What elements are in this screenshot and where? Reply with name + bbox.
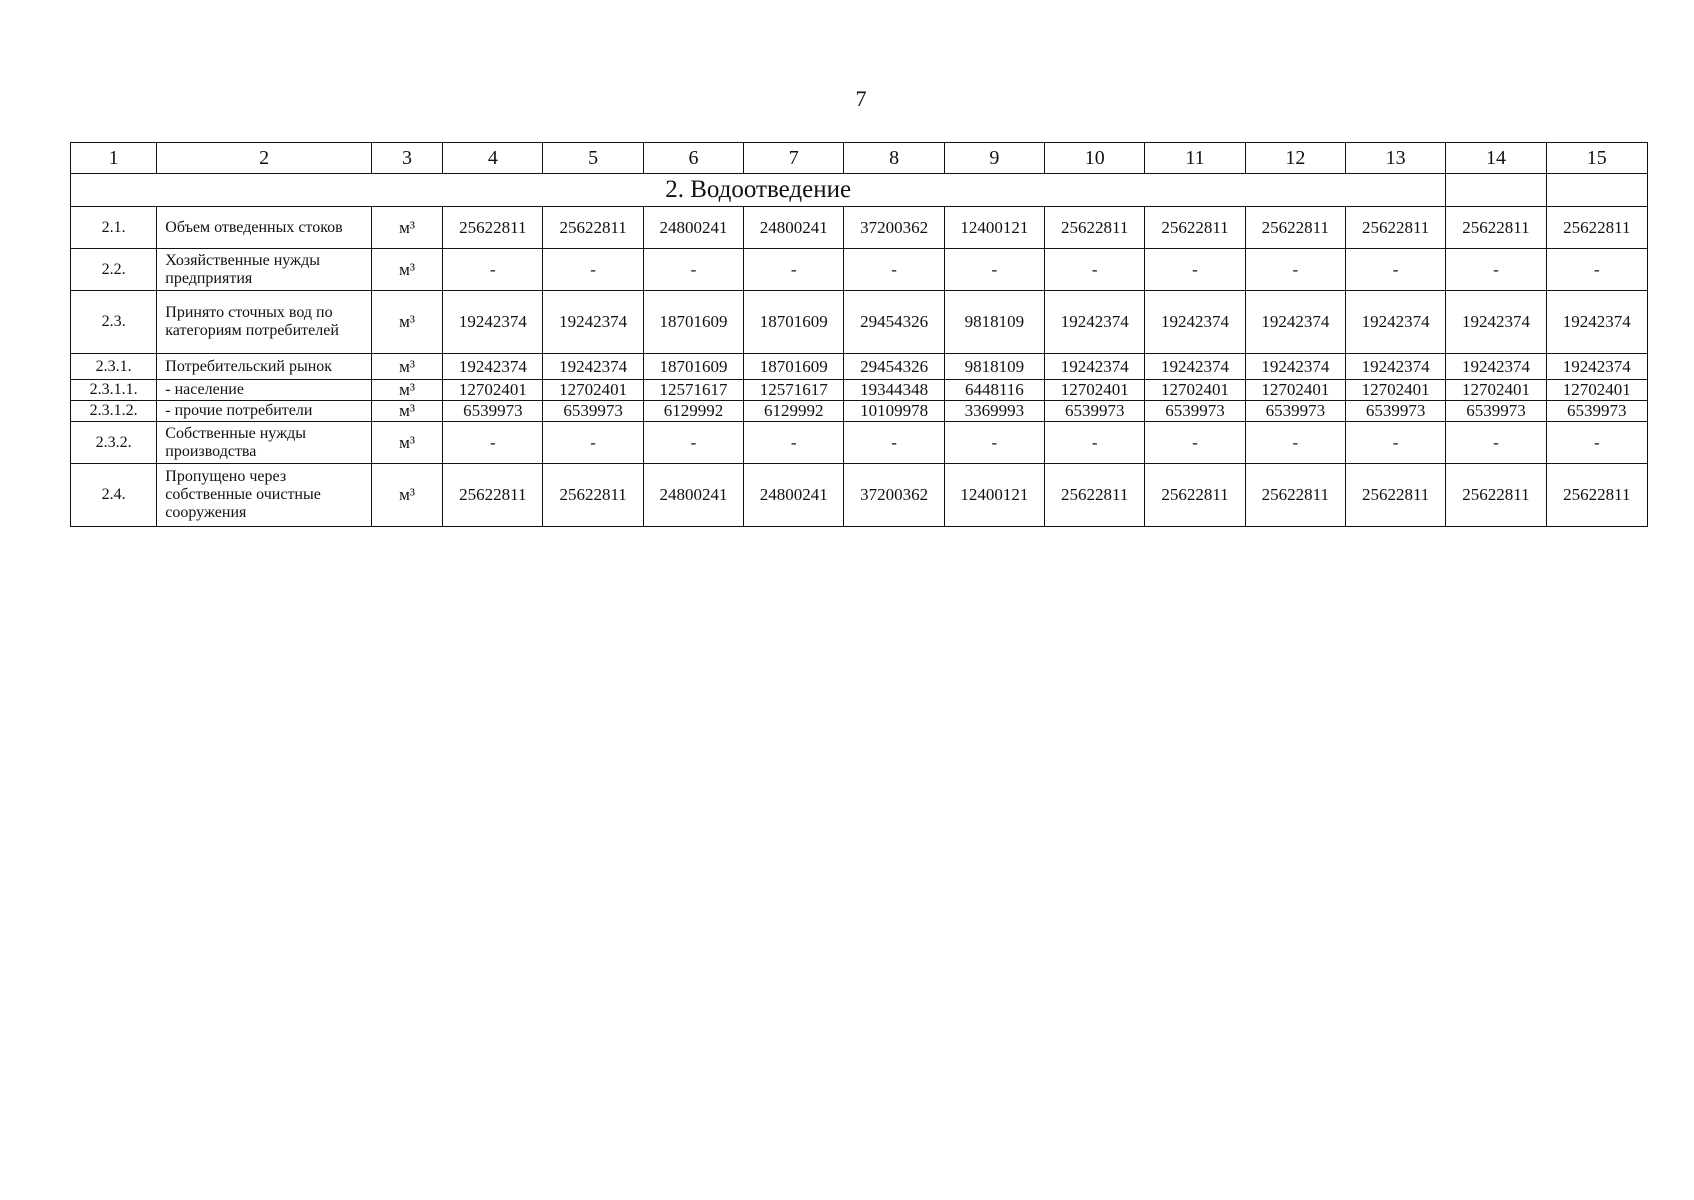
row-value: - [443, 249, 543, 291]
row-unit: м³ [371, 354, 442, 380]
row-code: 2.1. [71, 207, 157, 249]
row-value: 6539973 [1546, 401, 1647, 422]
row-code: 2.4. [71, 464, 157, 527]
row-unit: м³ [371, 401, 442, 422]
row-value: 25622811 [1345, 464, 1445, 527]
column-number-row [71, 143, 1648, 174]
row-value: 19242374 [443, 354, 543, 380]
row-value: - [1345, 249, 1445, 291]
row-value: - [643, 422, 743, 464]
table-row [71, 354, 1648, 380]
row-value: 18701609 [643, 354, 743, 380]
row-value: 6539973 [543, 401, 643, 422]
row-value: - [643, 249, 743, 291]
row-value: 25622811 [543, 207, 643, 249]
row-value: - [1245, 422, 1345, 464]
row-value: - [1446, 422, 1546, 464]
row-value: 25622811 [543, 464, 643, 527]
column-number: 13 [1345, 143, 1445, 174]
column-number: 6 [643, 143, 743, 174]
row-value: 19242374 [1045, 291, 1145, 354]
column-number: 11 [1145, 143, 1245, 174]
row-value: 29454326 [844, 291, 944, 354]
row-value: 9818109 [944, 354, 1044, 380]
empty-cell [1446, 174, 1546, 207]
row-unit: м³ [371, 422, 442, 464]
row-value: 24800241 [643, 464, 743, 527]
row-value: - [1546, 249, 1647, 291]
row-value: 25622811 [1446, 207, 1546, 249]
row-name: Объем отведенных стоков [157, 207, 372, 249]
row-value: 6448116 [944, 380, 1044, 401]
row-value: 25622811 [1546, 464, 1647, 527]
row-value: 12702401 [1145, 380, 1245, 401]
row-value: 25622811 [443, 207, 543, 249]
row-value: 19242374 [1045, 354, 1145, 380]
row-value: - [1345, 422, 1445, 464]
column-number: 14 [1446, 143, 1546, 174]
row-value: - [744, 249, 844, 291]
row-value: 12702401 [543, 380, 643, 401]
row-name: Принято сточных вод по категориям потребителей [157, 291, 372, 354]
row-name: Пропущено через собственные очистные сооружения [157, 464, 372, 527]
page-number: 7 [855, 86, 867, 111]
row-value: - [543, 422, 643, 464]
column-number: 3 [371, 143, 442, 174]
column-number: 9 [944, 143, 1044, 174]
row-value: 25622811 [1446, 464, 1546, 527]
row-value: 19242374 [1446, 291, 1546, 354]
row-name: - население [157, 380, 372, 401]
row-value: 6539973 [1446, 401, 1546, 422]
row-value: 19344348 [844, 380, 944, 401]
row-value: 12400121 [944, 464, 1044, 527]
row-value: - [744, 422, 844, 464]
row-value: 6539973 [443, 401, 543, 422]
table-row [71, 422, 1648, 464]
row-value: 25622811 [1145, 207, 1245, 249]
row-value: - [1245, 249, 1345, 291]
column-number: 2 [157, 143, 372, 174]
row-value: 29454326 [844, 354, 944, 380]
row-value: 10109978 [844, 401, 944, 422]
row-value: 25622811 [443, 464, 543, 527]
row-value: 12571617 [744, 380, 844, 401]
row-code: 2.3.1.1. [71, 380, 157, 401]
row-value: 37200362 [844, 464, 944, 527]
row-value: - [1145, 249, 1245, 291]
row-value: - [1045, 422, 1145, 464]
row-value: 12702401 [1345, 380, 1445, 401]
row-value: 12571617 [643, 380, 743, 401]
row-value: 19242374 [1546, 354, 1647, 380]
row-unit: м³ [371, 249, 442, 291]
row-value: 19242374 [1245, 291, 1345, 354]
row-value: 37200362 [844, 207, 944, 249]
row-value: 25622811 [1345, 207, 1445, 249]
row-value: 12400121 [944, 207, 1044, 249]
row-code: 2.2. [71, 249, 157, 291]
row-value: 19242374 [1345, 291, 1445, 354]
row-value: 19242374 [1145, 291, 1245, 354]
row-code: 2.3. [71, 291, 157, 354]
row-value: 6539973 [1245, 401, 1345, 422]
column-number: 7 [744, 143, 844, 174]
row-value: 18701609 [643, 291, 743, 354]
row-value: 25622811 [1245, 207, 1345, 249]
row-value: 24800241 [744, 207, 844, 249]
row-value: 12702401 [1546, 380, 1647, 401]
column-number: 4 [443, 143, 543, 174]
row-value: - [1045, 249, 1145, 291]
column-number: 5 [543, 143, 643, 174]
row-value: - [543, 249, 643, 291]
row-value: 25622811 [1245, 464, 1345, 527]
column-number: 12 [1245, 143, 1345, 174]
row-name: - прочие потребители [157, 401, 372, 422]
row-value: 25622811 [1145, 464, 1245, 527]
water-disposal-table [70, 142, 1648, 527]
row-code: 2.3.2. [71, 422, 157, 464]
table-row [71, 207, 1648, 249]
row-value: 6539973 [1145, 401, 1245, 422]
row-value: 19242374 [543, 354, 643, 380]
row-value: 18701609 [744, 291, 844, 354]
row-value: - [844, 249, 944, 291]
row-value: - [443, 422, 543, 464]
row-value: - [1145, 422, 1245, 464]
section-row [71, 174, 1648, 207]
row-value: 6539973 [1045, 401, 1145, 422]
row-name: Хозяйственные нужды предприятия [157, 249, 372, 291]
row-value: 25622811 [1045, 464, 1145, 527]
column-number: 8 [844, 143, 944, 174]
row-value: - [944, 249, 1044, 291]
row-value: - [944, 422, 1044, 464]
row-value: 19242374 [543, 291, 643, 354]
row-value: 18701609 [744, 354, 844, 380]
row-value: - [1546, 422, 1647, 464]
column-number: 1 [71, 143, 157, 174]
table-row [71, 464, 1648, 527]
row-value: 19242374 [1546, 291, 1647, 354]
table-row [71, 249, 1648, 291]
row-value: 9818109 [944, 291, 1044, 354]
row-value: - [844, 422, 944, 464]
row-value: 6539973 [1345, 401, 1445, 422]
row-value: 6129992 [744, 401, 844, 422]
row-unit: м³ [371, 207, 442, 249]
empty-cell [1546, 174, 1647, 207]
row-value: 25622811 [1045, 207, 1145, 249]
row-value: 25622811 [1546, 207, 1647, 249]
row-unit: м³ [371, 464, 442, 527]
row-value: 12702401 [443, 380, 543, 401]
row-name: Потребительский рынок [157, 354, 372, 380]
column-number: 10 [1045, 143, 1145, 174]
row-value: 6129992 [643, 401, 743, 422]
row-value: 19242374 [1345, 354, 1445, 380]
row-code: 2.3.1.2. [71, 401, 157, 422]
row-value: 24800241 [744, 464, 844, 527]
section-title: 2. Водоотведение [71, 174, 1446, 207]
table-row [71, 291, 1648, 354]
row-value: 12702401 [1245, 380, 1345, 401]
row-value: - [1446, 249, 1546, 291]
row-unit: м³ [371, 380, 442, 401]
row-value: 19242374 [1245, 354, 1345, 380]
column-number: 15 [1546, 143, 1647, 174]
row-code: 2.3.1. [71, 354, 157, 380]
table-row [71, 401, 1648, 422]
row-value: 12702401 [1045, 380, 1145, 401]
row-value: 12702401 [1446, 380, 1546, 401]
row-value: 19242374 [1145, 354, 1245, 380]
row-value: 24800241 [643, 207, 743, 249]
row-value: 19242374 [443, 291, 543, 354]
row-unit: м³ [371, 291, 442, 354]
row-value: 19242374 [1446, 354, 1546, 380]
row-name: Собственные нужды производства [157, 422, 372, 464]
row-value: 3369993 [944, 401, 1044, 422]
table-row [71, 380, 1648, 401]
